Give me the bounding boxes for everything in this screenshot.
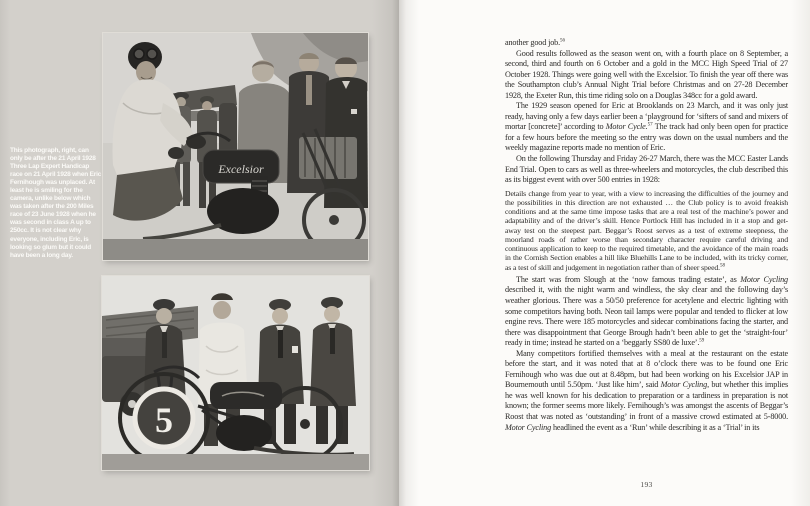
paragraph: another good job.$^{56}$ <box>505 38 565 47</box>
race-number: 5 <box>155 400 173 440</box>
photo-top <box>103 33 368 260</box>
paragraph: Many competitors fortified themselves with a meal at the restaurant on the estate before the start, and it was noted that at 8 o’clock there was to be found one Eric Fernihough who was due out at 8.48pm, but had been working on his Excelsior JAP in Bournemouth until 5.50pm. ‘Just like him’, said Motor Cycling, but whether this implies he was well known for his dedication to preparation or a tardiness in preparation is not known; the former seems more likely. Fernihough’s was amongst the ascents of Beggar’s Roost that was noted as ‘outstanding’ in front of a massive crowd estimated at 5-8000. Motor Cycling headlined the event as a ‘Run’ while describing it as a ‘Trial’ in its <box>505 348 788 432</box>
tank-lettering: Excelsior <box>218 162 264 176</box>
right-page <box>399 0 810 506</box>
body-text <box>505 38 788 433</box>
page-number: 193 <box>640 480 653 489</box>
paragraph: The start was from Slough at the ‘now famous trading estate’, as Motor Cycling described it, with the night warm and windless, the sky clear and the following day’s weather glorious. There was a 50/50 preference for acetylene and electric lighting with some competitors having both. Neon tail lamps were popular and tended to flicker at low engine revs. There were 185 motorcycles and sidecar combinations facing the starter, and there was disappointment that George Brough hadn’t been able to get the ‘straight-four’ ready in time; instead he started on a ‘beggarly SS80 de luxe’.$^{59}$ <box>505 274 788 348</box>
paragraph: Good results followed as the season went on, with a fourth place on 8 September, a second, third and fourth on 6 October and a gold in the MCC High Speed Trial of 27 October 1928. Things were going well with the Excelsior. To finish the year off there was the Southampton club’s Annual Night Trial before Christmas and on 27-28 December 1928, the Exeter Run, this time riding solo on a Douglas 348cc for a gold award. <box>505 48 788 100</box>
photo-bottom <box>102 276 369 470</box>
block-quote: Details change from year to year, with a view to increasing the difficulties of the journey and the possibilities in this direction are not exhausted … the Club policy is to avoid freakish conditions and at the same time impose tasks that are a real test of the machine’s power and adaptability and of the driver’s skill. Hence Portlock Hill has included in it a stop and get-away test on the steepest part. Beggar’s Roost serves as a test of extreme steepness, the moorland roads of rather worse than secondary character require careful driving and continuous application to keep to the required timetable, and the avoidance of the main roads in the Cornish Section enables a hill like Bluehills Lane to be included, with its tricky corner, as a test of skill and judgement in negotiation rather than of sheer speed.$^{58}$ <box>505 188 788 272</box>
paragraph: On the following Thursday and Friday 26-27 March, there was the MCC Easter Lands End Trial. Open to cars as well as three-wheelers and motorcycles, the club described this as its biggest event with over 500 entries in 1928: <box>505 154 788 185</box>
photo-bottom-image <box>102 276 369 470</box>
photo-top-image <box>103 33 368 260</box>
paragraph: The 1929 season opened for Eric at Brooklands on 23 March, and it was only just ready, having only a few days earlier been a ‘playground for ‘sifters of sand and mixers of mortar [concrete]’ according to Motor Cycle.$^{57}$ The track had only been open for practice for a few hours before the meeting so the entry was down on the usual numbers and the weekly magazine reports made no mention of Eric. <box>505 101 788 153</box>
left-page <box>0 0 399 506</box>
photo-caption: This photograph, right, can only be after the 21 April 1928 Three Lap Expert Handicap race on 21 April 1928 when Eric Fernihough was unplaced. At least he is smiling for the camera, unlike below which was taken after the 200 Miles race of 23 June 1928 when he was second in class A up to 250cc. It is not clear why everyone, including Eric, is looking so glum but it could have been a long day. <box>10 147 102 259</box>
